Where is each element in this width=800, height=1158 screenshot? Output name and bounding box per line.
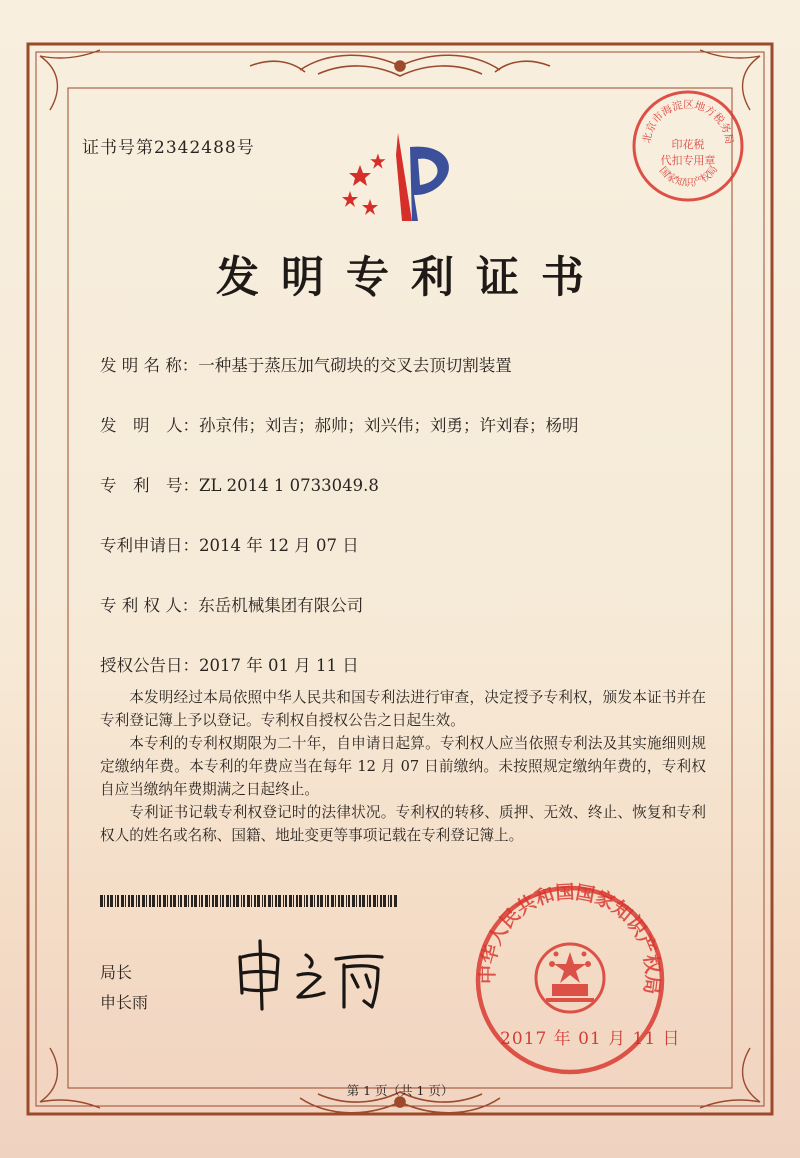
field-invention-name xyxy=(100,352,512,376)
barcode-bar xyxy=(142,895,145,907)
barcode-bar xyxy=(251,895,252,907)
barcode-bar xyxy=(152,895,155,907)
seal-ring-text: 中华人民共和国国家知识产权局 xyxy=(476,881,664,996)
barcode xyxy=(100,895,400,909)
barcode-bar xyxy=(257,895,260,907)
field-value: 东岳机械集团有限公司 xyxy=(198,596,364,615)
field-label: 发 明 人： xyxy=(100,416,199,435)
barcode-bar xyxy=(115,895,116,907)
barcode-bar xyxy=(331,895,334,907)
barcode-bar xyxy=(230,895,231,907)
barcode-bar xyxy=(159,895,161,907)
barcode-bar xyxy=(296,895,298,907)
field-label: 专利申请日： xyxy=(100,536,199,555)
top-ornament xyxy=(250,55,550,76)
field-label: 专 利 号： xyxy=(100,476,199,495)
field-label: 专 利 权 人： xyxy=(100,596,199,615)
field-patentee xyxy=(100,592,363,616)
certificate-body xyxy=(100,686,706,847)
barcode-bar xyxy=(314,895,315,907)
body-paragraph: 本专利的专利权期限为二十年，自申请日起算。专利权人应当依照专利法及其实施细则规定缴纳年费。本专利的年费应当在每年 12 月 07 日前缴纳。未按照规定缴纳年费的，专利权自应当缴纳年费期满之日起终止。 xyxy=(100,735,706,798)
barcode-bar xyxy=(233,895,235,907)
barcode-bar xyxy=(121,895,124,907)
barcode-bar xyxy=(362,895,365,907)
barcode-bar xyxy=(380,895,382,907)
barcode-bar xyxy=(180,895,182,907)
barcode-bar xyxy=(268,895,271,907)
barcode-bar xyxy=(226,895,229,907)
patent-office-logo-icon xyxy=(338,125,468,225)
barcode-bar xyxy=(377,895,378,907)
barcode-bar xyxy=(367,895,368,907)
body-paragraph: 本发明经过本局依照中华人民共和国专利法进行审查，决定授予专利权，颁发本证书并在专利登记簿上予以登记。专利权自授权公告之日起生效。 xyxy=(100,689,706,729)
barcode-bar xyxy=(359,895,361,907)
field-value: 一种基于蒸压加气砌块的交叉去顶切割装置 xyxy=(198,356,512,375)
field-grant-date xyxy=(100,652,359,676)
barcode-bar xyxy=(222,895,224,907)
barcode-bar xyxy=(107,895,109,907)
barcode-bar xyxy=(125,895,126,907)
barcode-bar xyxy=(212,895,214,907)
field-label: 发 明 名 称： xyxy=(100,356,199,375)
barcode-bar xyxy=(131,895,134,907)
tax-stamp xyxy=(628,86,748,206)
barcode-bar xyxy=(356,895,357,907)
field-value: 2014 年 12 月 07 日 xyxy=(199,536,359,555)
barcode-bar xyxy=(194,895,197,907)
barcode-bar xyxy=(136,895,137,907)
field-label: 授权公告日： xyxy=(100,656,199,675)
barcode-bar xyxy=(247,895,250,907)
barcode-bar xyxy=(341,895,344,907)
barcode-bar xyxy=(146,895,147,907)
barcode-bar xyxy=(285,895,287,907)
barcode-bar xyxy=(325,895,326,907)
field-patent-number xyxy=(100,472,379,496)
barcode-bar xyxy=(390,895,392,907)
barcode-bar xyxy=(220,895,221,907)
barcode-bar xyxy=(383,895,386,907)
barcode-bar xyxy=(369,895,371,907)
barcode-bar xyxy=(348,895,350,907)
barcode-bar xyxy=(201,895,203,907)
barcode-bar xyxy=(178,895,179,907)
barcode-bar xyxy=(205,895,208,907)
field-value: ZL 2014 1 0733049.8 xyxy=(199,476,379,495)
barcode-bar xyxy=(352,895,355,907)
certificate-title: 发明专利证书 xyxy=(216,253,606,303)
seal-date: 2017 年 01 月 11 日 xyxy=(500,1029,681,1049)
barcode-bar xyxy=(243,895,245,907)
barcode-bar xyxy=(299,895,302,907)
barcode-bar xyxy=(275,895,277,907)
barcode-bar xyxy=(100,895,103,907)
tax-stamp-line2: 代扣专用章 xyxy=(660,154,716,167)
barcode-bar xyxy=(128,895,130,907)
barcode-bar xyxy=(254,895,256,907)
barcode-bar xyxy=(293,895,294,907)
barcode-bar xyxy=(346,895,347,907)
certificate-number: 证书号第2342488号 xyxy=(82,138,255,158)
barcode-bar xyxy=(167,895,168,907)
tax-stamp-ring-text: 北京市海淀区地方税务局 xyxy=(640,98,736,146)
barcode-bar xyxy=(149,895,151,907)
barcode-bar xyxy=(170,895,172,907)
barcode-bar xyxy=(283,895,284,907)
barcode-bar xyxy=(236,895,239,907)
barcode-bar xyxy=(338,895,340,907)
page-footer: 第 1 页（共 1 页） xyxy=(346,1083,454,1098)
barcode-bar xyxy=(278,895,281,907)
barcode-bar xyxy=(388,895,389,907)
barcode-bar xyxy=(191,895,193,907)
barcode-bar xyxy=(394,895,397,907)
barcode-bar xyxy=(163,895,166,907)
barcode-bar xyxy=(199,895,200,907)
barcode-bar xyxy=(304,895,305,907)
barcode-bar xyxy=(327,895,329,907)
barcode-bar xyxy=(104,895,105,907)
director-signature xyxy=(232,935,402,1015)
barcode-bar xyxy=(310,895,313,907)
barcode-bar xyxy=(138,895,140,907)
field-filing-date xyxy=(100,532,359,556)
barcode-bar xyxy=(306,895,308,907)
barcode-bar xyxy=(117,895,119,907)
barcode-bar xyxy=(173,895,176,907)
barcode-bar xyxy=(373,895,376,907)
field-value: 2017 年 01 月 11 日 xyxy=(199,656,359,675)
barcode-bar xyxy=(215,895,218,907)
director-name: 申长雨 xyxy=(100,993,149,1012)
field-inventors xyxy=(100,412,579,436)
barcode-bar xyxy=(289,895,292,907)
national-emblem-icon xyxy=(536,944,604,1012)
barcode-bar xyxy=(110,895,113,907)
barcode-bar xyxy=(241,895,242,907)
barcode-bar xyxy=(184,895,187,907)
barcode-bar xyxy=(264,895,266,907)
field-value: 孙京伟；刘吉；郝帅；刘兴伟；刘勇；许刘春；杨明 xyxy=(199,416,579,435)
barcode-bar xyxy=(209,895,210,907)
official-seal xyxy=(470,880,670,1080)
barcode-bar xyxy=(317,895,319,907)
barcode-bar xyxy=(320,895,323,907)
director-title: 局长 xyxy=(100,963,133,982)
barcode-bar xyxy=(157,895,158,907)
barcode-bar xyxy=(272,895,273,907)
body-paragraph: 专利证书记载专利权登记时的法律状况。专利权的转移、质押、无效、终止、恢复和专利权人的姓名或名称、国籍、地址变更等事项记载在专利登记簿上。 xyxy=(100,804,706,844)
barcode-bar xyxy=(188,895,189,907)
barcode-bar xyxy=(335,895,336,907)
tax-stamp-bottom-text: 国家知识产权局 xyxy=(656,164,721,190)
barcode-bar xyxy=(262,895,263,907)
tax-stamp-line1: 印花税 xyxy=(671,138,705,151)
